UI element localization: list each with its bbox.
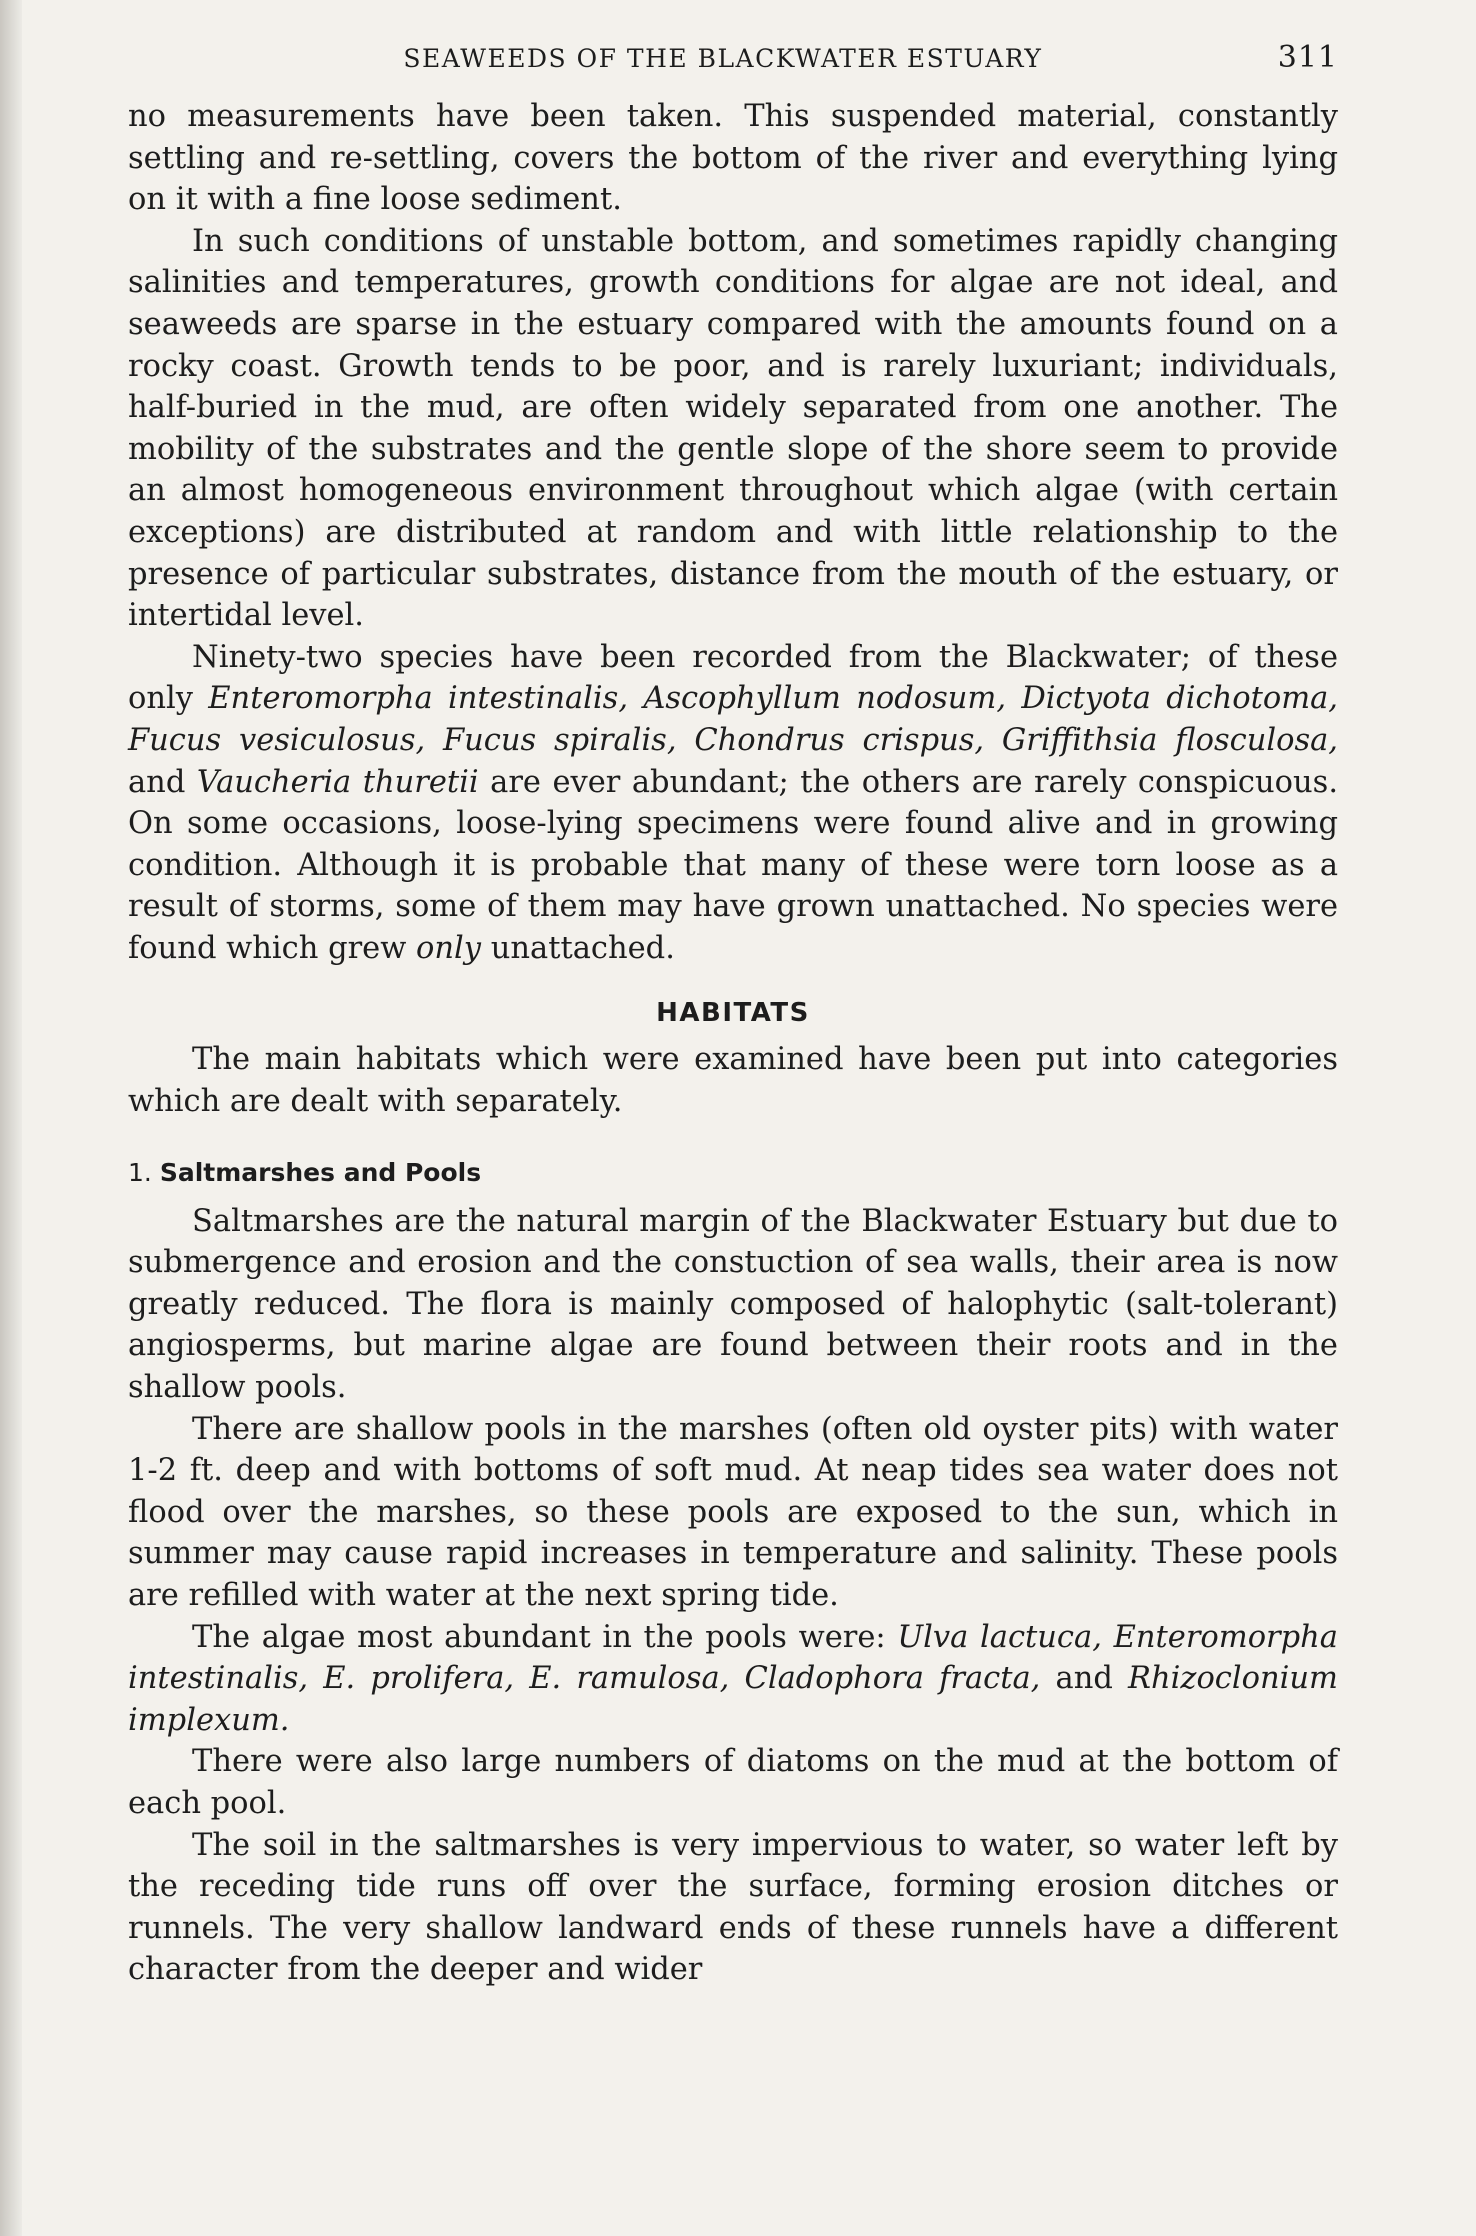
text-run: and [128, 764, 197, 800]
species-name: Vaucheria thuretii [196, 764, 479, 800]
species-names: Enteromorpha intestinalis, Ascophyllum nodosum, Dictyota dichotoma, Fucus vesiculosus, Fucus spiralis, Chondrus crispus, Griffithsia flosculosa, [128, 681, 1338, 758]
paragraph-habitats-intro: The main habitats which were examined have been put into categories which are dealt with separately. [128, 1042, 1338, 1120]
paragraph-growth-conditions: In such conditions of unstable bottom, and sometimes rapidly changing salinities and temperatures, growth conditions for algae are not ideal, and seaweeds are sparse in the estuary compared with the amounts found on a rocky coast. Growth tends to be poor, and is rarely luxuriant; individuals, half-buried in the mud, are often widely separated from one another. The mobility of the substrates and the gentle slope of the shore seem to provide an almost homogeneous environment throughout which algae (with certain exceptions) are distributed at random and with little relationship to the presence of particular substrates, distance from the mouth of the estuary, or intertidal level. [128, 223, 1338, 634]
subsection-heading [128, 1153, 1338, 1193]
text-run: and [1040, 1661, 1129, 1697]
species-names: Ulva lactuca, Enteromorpha intestinalis, E. prolifera, E. ramulosa, Cladophora fracta, [128, 1619, 1338, 1697]
text-run: The algae most abundant in the pools were: [192, 1619, 898, 1655]
paragraph-diatoms: There were also large numbers of diatoms on the mud at the bottom of each pool. [128, 1744, 1338, 1821]
text-run: Ninety-two species have been recorded from the Blackwater; of these only [128, 639, 1338, 717]
book-spine-shadow [0, 0, 22, 2236]
running-title: SEAWEEDS OF THE BLACKWATER ESTUARY [403, 44, 1043, 73]
paragraph-species-recorded [128, 637, 1338, 970]
paragraph-saltmarshes: Saltmarshes are the natural margin of the Blackwater Estuary but due to submergence and erosion and the constuction of sea walls, their area is now greatly reduced. The flora is mainly composed of halophytic (salt-tolerant) angiosperms, but marine algae are found between their roots and in the shallow pools. [128, 1203, 1338, 1406]
paragraph-pool-algae [128, 1617, 1338, 1742]
subsection-number: 1. [128, 1157, 152, 1187]
text-run: unattached. [481, 930, 675, 966]
running-header [128, 40, 1338, 88]
paragraph-soil-runnels: The soil in the saltmarshes is very impervious to water, so water left by the receding tide runs off over the surface, forming erosion ditches or runnels. The very shallow landward ends of these runnels have a different character from the deeper and wider [128, 1827, 1338, 1988]
emphasis: only [416, 930, 482, 966]
paragraph-shallow-pools: There are shallow pools in the marshes (often old oyster pits) with water 1-2 ft. deep and with bottoms of soft mud. At neap tides sea water does not flood over the marshes, so these pools are exposed to the sun, which in summer may cause rapid increases in temperature and salinity. These pools are refilled with water at the next spring tide. [128, 1411, 1338, 1613]
subsection-title: Saltmarshes and Pools [159, 1157, 482, 1187]
page-number: 311 [1277, 40, 1338, 75]
text-run: are ever abundant; the others are rarely conspicuous. On some occasions, loose-lying specimens were found alive and in growing condition. Although it is probable that many of these were torn loose as a result of storms, some of them may have grown unattached. No species were found which grew [128, 764, 1339, 966]
section-heading-habitats: HABITATS [656, 998, 810, 1029]
paragraph-continued: no measurements have been taken. This suspended material, constantly settling and re-settling, covers the bottom of the river and everything lying on it with a fine loose sediment. [128, 99, 1338, 218]
species-name: Rhizoclonium implexum. [128, 1661, 1338, 1738]
book-page [128, 40, 1338, 1991]
